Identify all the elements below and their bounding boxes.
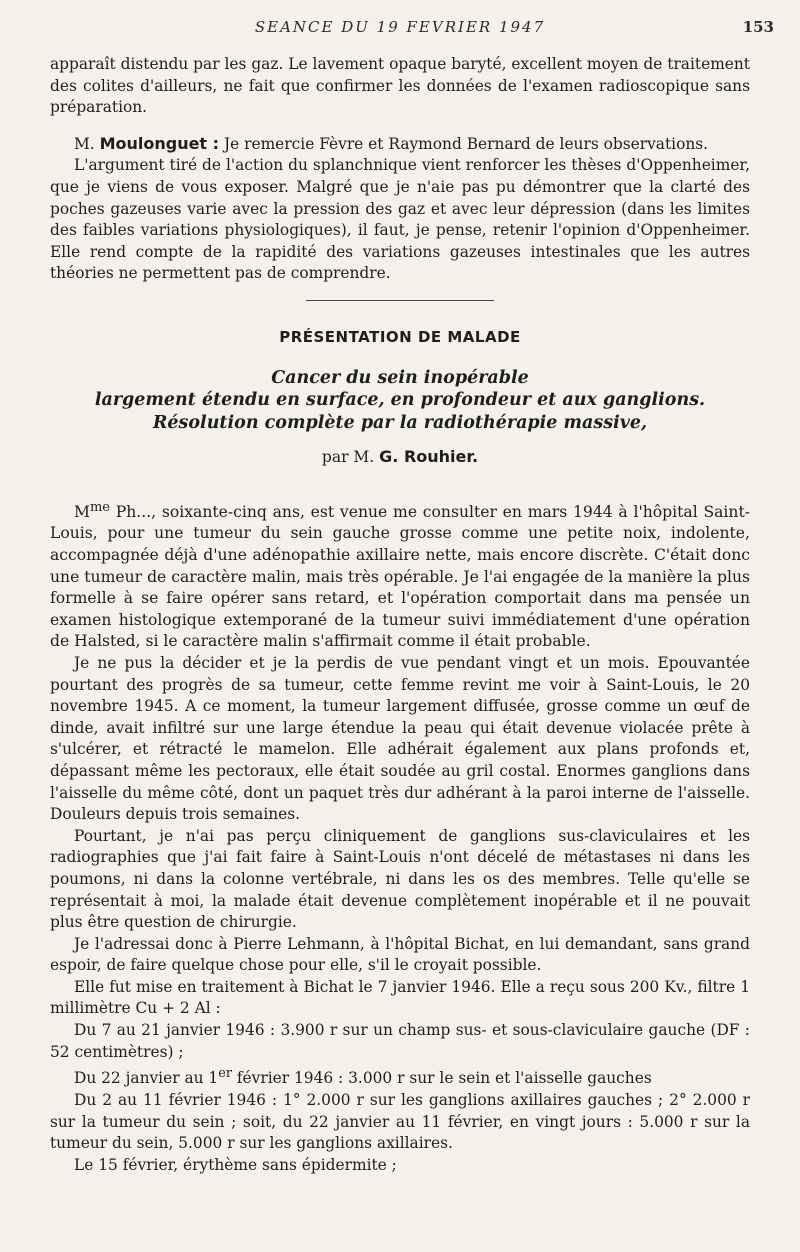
running-header	[0, 14, 800, 42]
ordinal-superscript: er	[218, 1066, 232, 1082]
speaker-text: Je remercie Fèvre et Raymond Bernard de leurs observations.	[223, 134, 709, 153]
discussion-opening-paragraph: apparaît distendu par les gaz. Le lavement opaque baryté, excellent moyen de traitement des colites d'ailleurs, ne fait que confirmer les données de l'examen radioscopique sans préparation.	[50, 55, 750, 117]
paragraph-text: février 1946 : 3.000 r sur le sein et l'aisselle gauches	[231, 1069, 652, 1088]
section-divider	[306, 300, 494, 301]
article-paragraph: Du 7 au 21 janvier 1946 : 3.900 r sur un champ sus- et sous-claviculaire gauche (DF : 52 centimètres) ;	[50, 1021, 750, 1061]
body-text	[50, 54, 750, 1176]
speaker-name: Moulonguet :	[99, 133, 220, 153]
byline	[50, 446, 750, 469]
article-paragraph: Je l'adressai donc à Pierre Lehmann, à l'hôpital Bichat, en lui demandant, sans grand espoir, de faire quelque chose pour elle, s'il le croyait possible.	[50, 934, 750, 975]
speaker-prefix: M.	[74, 134, 95, 153]
article-title	[50, 367, 750, 435]
section-heading: PRÉSENTATION DE MALADE	[279, 327, 521, 346]
article-paragraph	[50, 497, 750, 653]
article-paragraph: Du 2 au 11 février 1946 : 1° 2.000 r sur les ganglions axillaires gauches ; 2° 2.000 r sur la tumeur du sein ; soit, du 22 janvier au 11 février, en vingt jours : 5.000 r sur la tumeur du sein, 5.000 r sur les ganglions axillaires.	[50, 1090, 750, 1153]
article-paragraph: Pourtant, je n'ai pas perçu cliniquement de ganglions sus-claviculaires et les radiographies que j'ai fait faire à Saint-Louis n'ont décelé de métastases ni dans les poumons, ni dans la colonne vertébrale, ni dans les os des membres. Telle qu'elle se représentait à moi, la malade était devenue complètement inopérable et il ne pouvait plus être question de chirurgie.	[50, 826, 750, 932]
paragraph-text: Ph..., soixante-cinq ans, est venue me consulter en mars 1944 à l'hôpital Saint-Louis, pour une tumeur du sein gauche grosse comme une petite noix, indolente, accompagnée déjà d'une adénopathie axillaire nette, mais encore discrète. C'était donc une tumeur de caractère malin, mais très opérable. Je l'ai engagée de la manière la plus formelle à se faire opérer sans retard, et l'opération comportait dans ma pensée un examen histologique extemporané de la tumeur suivi immédiatement d'une opération de Halsted, si le caractère malin s'affirmait comme il était probable.	[50, 502, 750, 651]
page-number: 153	[742, 18, 774, 36]
byline-prefix: par M.	[321, 448, 375, 467]
speaker-paragraph	[50, 133, 750, 156]
article-paragraph: Je ne pus la décider et je la perdis de vue pendant vingt et un mois. Epouvantée pourtant des progrès de sa tumeur, cette femme revint me voir à Saint-Louis, le 20 novembre 1945. A ce moment, la tumeur largement diffusée, grosse comme un œuf de dinde, avait infiltré sur une large étendue la peau qui était devenue violacée prête à s'ulcérer, et rétracté le mamelon. Elle adhérait également aux plans profonds et, dépassant même les pectoraux, elle était soudée au gril costal. Enormes ganglions dans l'aisselle du même côté, dont un paquet très dur adhérant à la paroi interne de l'aisselle. Douleurs depuis trois semaines.	[50, 653, 750, 824]
title-superscript: me	[89, 499, 110, 515]
paragraph-text: Du 22 janvier au 1	[74, 1069, 219, 1088]
article-title-line: largement étendu en surface, en profondeur et aux ganglions.	[94, 390, 706, 411]
running-title: SEANCE DU 19 FEVRIER 1947	[254, 18, 546, 36]
title-abbreviation: M	[74, 502, 90, 521]
author-name: G. Rouhier.	[379, 447, 479, 467]
article-paragraph: Elle fut mise en traitement à Bichat le 7 janvier 1946. Elle a reçu sous 200 Kv., filtre 1 millimètre Cu + 2 Al :	[50, 977, 750, 1018]
discussion-paragraph: L'argument tiré de l'action du splanchnique vient renforcer les thèses d'Oppenheimer, que je viens de vous exposer. Malgré que je n'aie pas pu démontrer que la clarté des poches gazeuses varie avec la pression des gaz et avec leur dépression (dans les limites des faibles variations physiologiques), il faut, je pense, retenir l'opinion d'Oppenheimer. Elle rend compte de la rapidité des variations gazeuses intestinales que les autres théories ne permettent pas de comprendre.	[50, 156, 750, 283]
paragraph-spacer	[50, 119, 750, 133]
article-title-line: Cancer du sein inopérable	[271, 367, 529, 388]
article-paragraph: Le 15 février, érythème sans épidermite ;	[74, 1155, 397, 1174]
article-paragraph	[50, 1063, 750, 1090]
article-title-line: Résolution complète par la radiothérapie massive,	[152, 412, 648, 433]
